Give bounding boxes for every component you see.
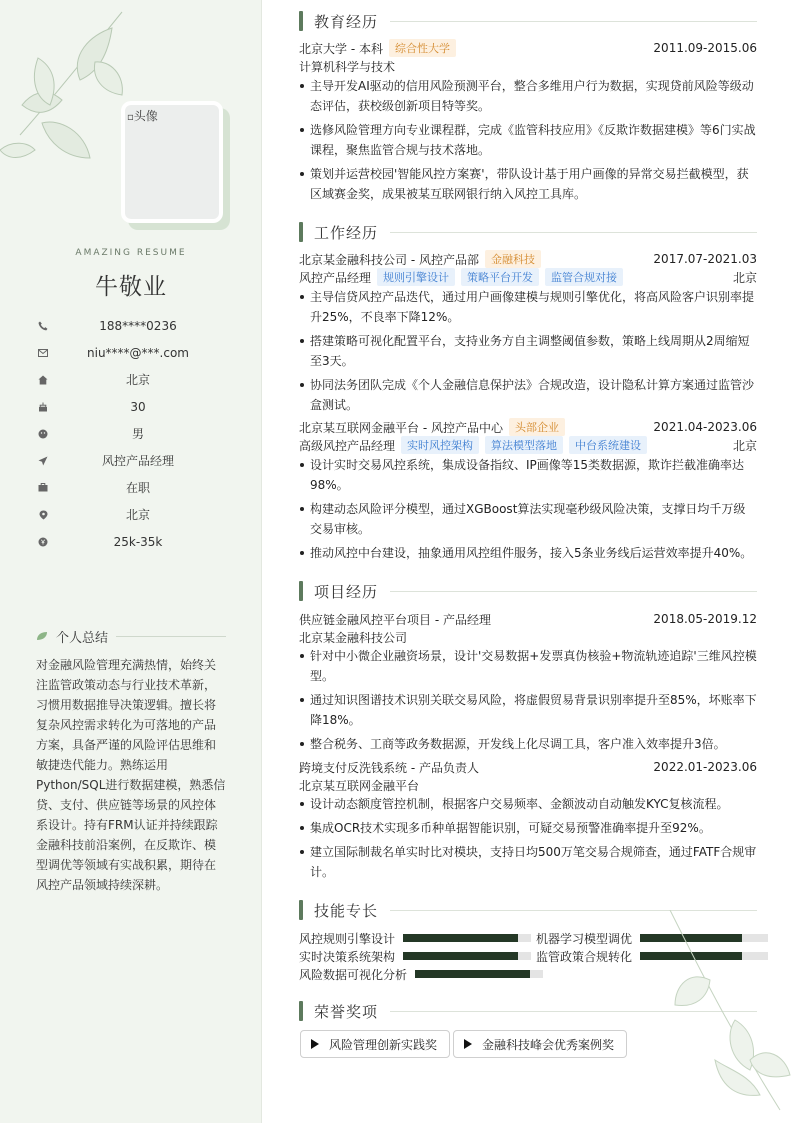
list-item: 通过知识图谱技术识别关联交易风险，将虚假贸易背景识别率提升至85%，坏账率下降18%。 [299, 690, 757, 730]
project-name: 跨境支付反洗钱系统 - 产品负责人 [299, 760, 479, 775]
job-company: 北京某金融科技公司 - 风控产品部 [299, 252, 479, 267]
education-title: 教育经历 [314, 12, 379, 31]
contact-info-list [36, 312, 226, 555]
skill-bar-fill [403, 952, 518, 960]
briefcase-icon [36, 483, 50, 492]
info-row-salary [36, 528, 226, 555]
award-badge [300, 1030, 450, 1058]
skill-tag: 算法模型落地 [485, 436, 563, 454]
birthday-cake-icon [36, 402, 50, 412]
project-org: 北京某互联网金融平台 [299, 778, 420, 793]
skill-tag: 中台系统建设 [569, 436, 647, 454]
info-row-target-position [36, 447, 226, 474]
broken-image-icon: ▫ [127, 112, 134, 123]
play-triangle-icon [464, 1039, 472, 1049]
major: 计算机科学与技术 [299, 59, 396, 74]
skill-name: 监管政策合规转化 [536, 949, 633, 964]
mail-icon [36, 349, 50, 357]
skill-name: 风险数据可视化分析 [299, 967, 408, 982]
leaf-decoration-bottom-icon [640, 910, 794, 1123]
skill-name: 实时决策系统架构 [299, 949, 396, 964]
job-date: 2021.04-2023.06 [653, 420, 757, 434]
skill-tag: 监管合规对接 [545, 268, 623, 286]
education-date: 2011.09-2015.06 [653, 41, 757, 55]
education-heading [299, 11, 757, 31]
sidebar [0, 0, 262, 1123]
project-bullets [299, 794, 757, 886]
skill-item [299, 929, 531, 947]
phone-number: 188****0236 [99, 318, 177, 333]
list-item: 搭建策略可视化配置平台，支持业务方自主调整阈值参数，策略上线周期从2周缩短至3天。 [299, 331, 757, 371]
school-tag: 综合性大学 [389, 39, 456, 57]
award-name: 金融科技峰会优秀案例奖 [482, 1037, 615, 1052]
projects-heading [299, 581, 757, 601]
project-date: 2018.05-2019.12 [653, 612, 757, 626]
list-item: 设计实时交易风控系统，集成设备指纹、IP画像等15类数据源，欺诈拦截准确率达98%。 [299, 455, 757, 495]
project-name-row [299, 610, 757, 628]
list-item: 针对中小微企业融资场景，设计'交易数据+发票真伪核验+物流轨迹追踪'三维风控模型。 [299, 646, 757, 686]
skill-item [299, 947, 531, 965]
summary-title: 个人总结 [56, 631, 109, 646]
project-org-row [299, 776, 757, 794]
work-title: 工作经历 [314, 223, 379, 242]
candidate-name: 牛敬业 [95, 274, 167, 300]
gender-icon [36, 429, 50, 439]
skill-bar-fill [403, 934, 518, 942]
list-item: 主导开发AI驱动的信用风险预测平台，整合多维用户行为数据，实现贷前风险等级动态评估，获校级创新项目特等奖。 [299, 76, 757, 116]
skill-name: 机器学习模型调优 [536, 931, 633, 946]
info-row-email [36, 339, 226, 366]
job-position-row [299, 268, 757, 286]
list-item: 协同法务团队完成《个人金融信息保护法》合规改造，设计隐私计算方案通过监管沙盒测试。 [299, 375, 757, 415]
list-item: 设计动态额度管控机制，根据客户交易频率、金额波动自动触发KYC复核流程。 [299, 794, 757, 814]
job-position-row [299, 436, 757, 454]
company-tag: 头部企业 [509, 418, 565, 436]
expected-salary: 25k-35k [113, 534, 163, 549]
heading-divider [390, 21, 757, 22]
project-date: 2022.01-2023.06 [653, 760, 757, 774]
heading-accent-bar [299, 581, 303, 601]
heading-accent-bar [299, 11, 303, 31]
skill-name: 风控规则引擎设计 [299, 931, 396, 946]
skill-bar-fill [415, 970, 530, 978]
summary-divider [116, 636, 226, 637]
avatar-alt-text: 头像 [133, 109, 158, 123]
list-item: 推动风控中台建设，抽象通用风控组件服务，接入5条业务线后运营效率提升40%。 [299, 543, 757, 563]
list-item: 选修风险管理方向专业课程群，完成《监管科技应用》《反欺诈数据建模》等6门实战课程，聚焦监管合规与技术落地。 [299, 120, 757, 160]
job-company: 北京某互联网金融平台 - 风控产品中心 [299, 420, 503, 435]
list-item: 集成OCR技术实现多币种单据智能识别，可疑交易预警准确率提升至92%。 [299, 818, 757, 838]
project-bullets [299, 646, 757, 758]
age: 30 [130, 399, 146, 414]
heading-divider [390, 591, 757, 592]
list-item: 整合税务、工商等政务数据源，开发线上化尽调工具，客户准入效率提升3倍。 [299, 734, 757, 754]
info-row-home [36, 366, 226, 393]
award-name: 风险管理创新实践奖 [329, 1037, 438, 1052]
info-row-gender [36, 420, 226, 447]
job-position: 风控产品经理 [299, 270, 372, 285]
project-org: 北京某金融科技公司 [299, 630, 408, 645]
info-row-age [36, 393, 226, 420]
job-company-row [299, 418, 757, 436]
info-row-status [36, 474, 226, 501]
send-icon [36, 456, 50, 466]
projects-title: 项目经历 [314, 582, 379, 601]
project-org-row [299, 628, 757, 646]
job-bullets [299, 455, 757, 567]
resume-tagline: AMAZING RESUME [75, 248, 187, 258]
location-pin-icon [36, 510, 50, 520]
education-major-row [299, 57, 757, 75]
education-bullets [299, 76, 757, 208]
email-address: niu****@***.com [87, 345, 189, 360]
leaf-icon [36, 630, 48, 644]
summary-heading [36, 627, 226, 646]
skill-item [299, 965, 543, 983]
skill-tag: 实时风控架构 [401, 436, 479, 454]
list-item: 构建动态风险评分模型，通过XGBoost算法实现毫秒级风险决策，支撑日均千万级交易审核。 [299, 499, 757, 539]
heading-divider [390, 232, 757, 233]
project-name: 供应链金融风控平台项目 - 产品经理 [299, 612, 491, 627]
skill-bar-track [403, 934, 531, 942]
heading-accent-bar [299, 1001, 303, 1021]
skill-bar-track [415, 970, 543, 978]
honors-title: 荣誉奖项 [314, 1002, 379, 1021]
job-city: 北京 [732, 270, 757, 285]
education-school-row [299, 39, 757, 57]
list-item: 建立国际制裁名单实时比对模块，支持日均500万笔交易合规筛查，通过FATF合规审计。 [299, 842, 757, 882]
expected-location: 北京 [125, 508, 150, 522]
home-icon [36, 375, 50, 385]
skill-tag: 策略平台开发 [461, 268, 539, 286]
avatar [121, 101, 223, 223]
employment-status: 在职 [125, 481, 150, 495]
avatar-photo [121, 101, 223, 223]
target-position: 风控产品经理 [101, 454, 174, 468]
job-date: 2017.07-2021.03 [653, 252, 757, 266]
summary-text: 对金融风险管理充满热情，始终关注监管政策动态与行业技术革新，习惯用数据推导决策逻辑。擅长将复杂风控需求转化为可落地的产品方案，具备严谨的风险评估思维和敏捷迭代能力。熟练运用Python/SQL进行数据建模，熟悉信贷、支付、供应链等场景的风控体系设计。持有FRM认证并持续跟踪金融科技前沿案例，在反欺诈、模型调优等领域有实战积累，期待在风控产品领域持续深耕。 [36, 658, 226, 892]
job-city: 北京 [732, 438, 757, 453]
job-company-row [299, 250, 757, 268]
school-name: 北京大学 - 本科 [299, 41, 383, 56]
salary-icon [36, 537, 50, 547]
project-name-row [299, 758, 757, 776]
job-position: 高级风控产品经理 [299, 438, 396, 453]
heading-accent-bar [299, 222, 303, 242]
heading-accent-bar [299, 900, 303, 920]
info-row-phone [36, 312, 226, 339]
info-row-location [36, 501, 226, 528]
gender: 男 [131, 427, 144, 441]
phone-icon [36, 321, 50, 331]
list-item: 策划并运营校园'智能风控方案赛'，带队设计基于用户画像的异常交易拦截模型，获区域赛金奖，成果被某互联网银行纳入风控工具库。 [299, 164, 757, 204]
list-item: 主导信贷风控产品迭代，通过用户画像建模与规则引擎优化，将高风险客户识别率提升25%，不良率下降12%。 [299, 287, 757, 327]
play-triangle-icon [311, 1039, 319, 1049]
work-heading [299, 222, 757, 242]
skills-title: 技能专长 [314, 901, 379, 920]
skill-tag: 规则引擎设计 [377, 268, 455, 286]
award-badge [453, 1030, 627, 1058]
company-tag: 金融科技 [485, 250, 541, 268]
hometown: 北京 [125, 373, 150, 387]
job-bullets [299, 287, 757, 419]
skill-bar-track [403, 952, 531, 960]
